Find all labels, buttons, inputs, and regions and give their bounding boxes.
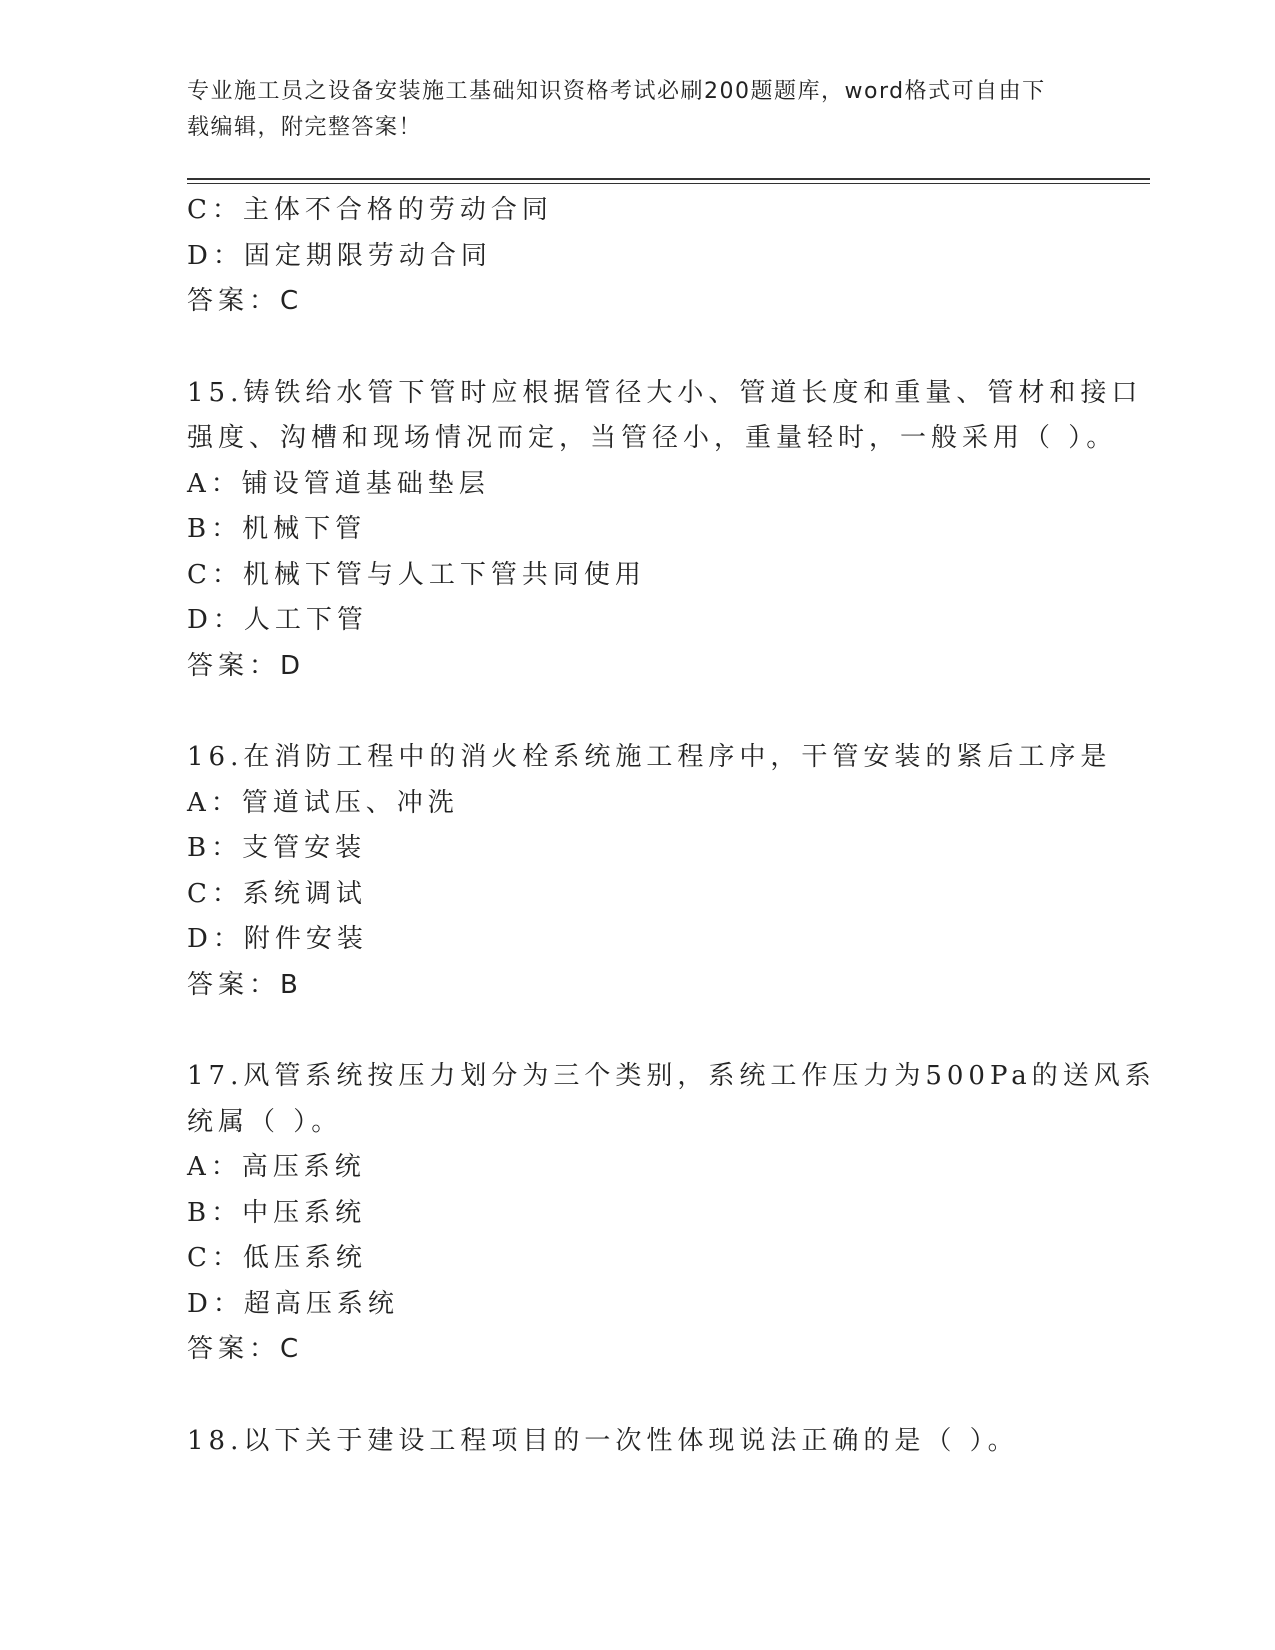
- option-b: B：支管安装: [187, 833, 367, 863]
- spacer: [187, 325, 1087, 371]
- question-15: [187, 371, 1143, 690]
- header-rule-thin: [187, 183, 1150, 184]
- spacer: [187, 1008, 1087, 1054]
- option-c: C：主体不合格的劳动合同: [187, 195, 553, 225]
- option-d: D：人工下管: [187, 605, 368, 635]
- option-d: D：固定期限劳动合同: [187, 240, 492, 271]
- answer-line: 答案：C: [187, 1334, 304, 1364]
- header-rule-thick: [187, 178, 1150, 180]
- option-c: C：机械下管与人工下管共同使用: [187, 559, 646, 590]
- option-c: C：低压系统: [187, 1243, 367, 1273]
- question-text-line: 17.风管系统按压力划分为三个类别，系统工作压力为500Pa的送风系: [187, 1061, 1156, 1091]
- option-a: A：高压系统: [187, 1152, 366, 1182]
- document-header: 专业施工员之设备安装施工基础知识资格考试必刷200题题库，word格式可自由下载编辑，附完整答案！: [187, 79, 1046, 140]
- question-18: [187, 1419, 1087, 1465]
- question-text-line: 15.铸铁给水管下管时应根据管径大小、管道长度和重量、管材和接口: [187, 377, 1143, 408]
- option-a: A：铺设管道基础垫层: [187, 468, 490, 499]
- option-d: D：超高压系统: [187, 1288, 399, 1319]
- answer-line: 答案：B: [187, 969, 303, 1000]
- spacer: [187, 1373, 1087, 1419]
- question-16: [187, 735, 1112, 1008]
- question-17: [187, 1054, 1156, 1373]
- option-c: C：系统调试: [187, 878, 367, 909]
- question-text-line: 强度、沟槽和现场情况而定，当管径小，重量轻时，一般采用（ ）。: [187, 423, 1118, 453]
- question-text-line: 18.以下关于建设工程项目的一次性体现说法正确的是（ ）。: [187, 1425, 1019, 1456]
- question-text-line: 统属（ ）。: [187, 1106, 343, 1137]
- question-text-line: 16.在消防工程中的消火栓系统施工程序中，干管安装的紧后工序是: [187, 742, 1112, 772]
- option-b: B：机械下管: [187, 514, 367, 544]
- question-partial: [187, 188, 1087, 325]
- option-b: B：中压系统: [187, 1197, 367, 1228]
- option-d: D：附件安装: [187, 924, 368, 954]
- answer-line: 答案：C: [187, 286, 304, 316]
- spacer: [187, 689, 1087, 735]
- question-list: [187, 188, 1156, 1464]
- answer-line: 答案：D: [187, 650, 306, 681]
- option-a: A：管道试压、冲洗: [187, 787, 459, 818]
